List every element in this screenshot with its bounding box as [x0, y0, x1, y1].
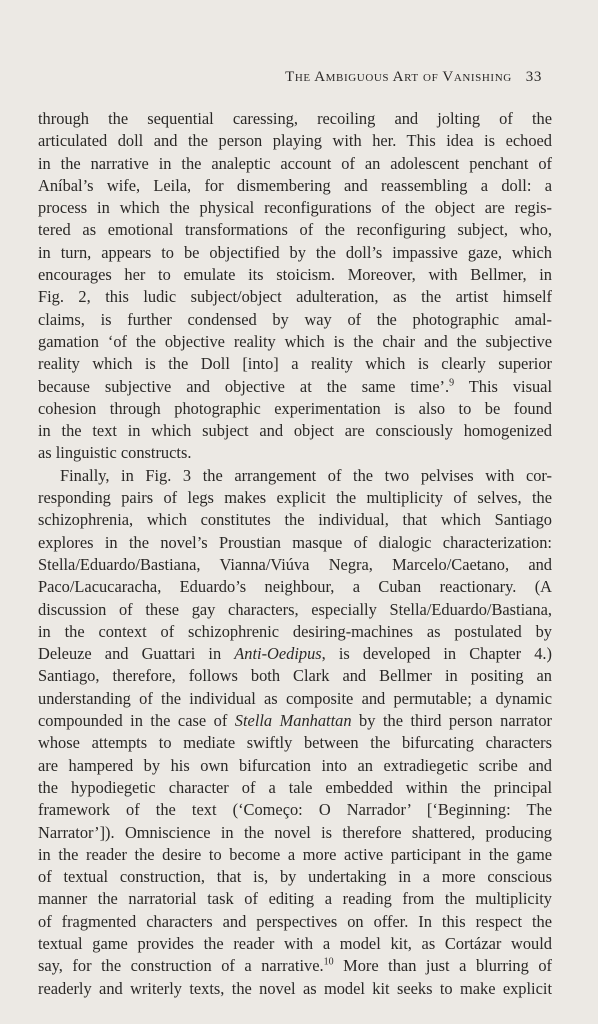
text-line: [38, 933, 552, 955]
body-text: [38, 108, 552, 1000]
line-text: explores in the novel’s Proustian masque of dialogic characterization:: [38, 532, 552, 552]
line-text: discussion of these gay characters, especially Stella/Eduardo/Bastiana,: [38, 599, 552, 619]
line-text: encourages her to emulate its stoicism. Moreover, with Bellmer, in: [38, 265, 552, 285]
line-text: framework of the text (‘Começo: O Narrador’ [‘Beginning: The: [38, 800, 552, 820]
line-text: of textual construction, that is, by undertaking in a more conscious: [38, 867, 552, 887]
line-text: in the reader the desire to become a more active participant in the game: [38, 844, 552, 864]
footnote-marker[interactable]: 10: [323, 956, 334, 968]
line-text: This visual: [454, 376, 552, 396]
text-line: [38, 264, 552, 286]
text-line: [38, 219, 552, 241]
line-text: in the context of schizophrenic desiring-machines as postulated by: [38, 621, 552, 641]
text-line: [38, 621, 552, 643]
text-line: [38, 888, 552, 910]
line-text: gamation ‘of the objective reality which is the chair and the subjective: [38, 331, 552, 351]
text-line: [38, 353, 552, 375]
text-line: [38, 509, 552, 531]
text-line: [38, 175, 552, 197]
line-text: schizophrenia, which constitutes the individual, that which Santiago: [38, 510, 552, 530]
line-text: cohesion through photographic experimentation is also to be found: [38, 398, 552, 418]
text-line: [38, 398, 552, 420]
line-text: because subjective and objective at the same time’.: [38, 376, 450, 396]
running-head: [285, 69, 542, 86]
text-line: [38, 866, 552, 888]
line-text: Aníbal’s wife, Leila, for dismembering and reassembling a doll: a: [38, 175, 552, 195]
text-line: [38, 197, 552, 219]
text-line: [38, 554, 552, 576]
line-text: Fig. 2, this ludic subject/object adulteration, as the artist himself: [38, 287, 552, 307]
text-line: [38, 442, 552, 464]
text-line: [38, 643, 552, 665]
text-line: [38, 376, 552, 398]
text-line: [38, 755, 552, 777]
text-line: [38, 465, 552, 487]
line-text: are hampered by his own bifurcation into an extradiegetic scribe and: [38, 755, 552, 775]
line-text: reality which is the Doll [into] a reality which is clearly superior: [38, 354, 552, 374]
line-text: by the third person narrator: [351, 711, 552, 731]
line-text: Paco/Lacucaracha, Eduardo’s neighbour, a Cuban reactionary. (A: [38, 577, 552, 597]
line-text: tered as emotional transformations of the reconfiguring subject, who,: [38, 220, 552, 240]
text-line: [38, 688, 552, 710]
line-text: responding pairs of legs makes explicit the multiplicity of selves, the: [38, 488, 552, 508]
text-line: [38, 799, 552, 821]
text-line: [38, 153, 552, 175]
text-line: [38, 576, 552, 598]
text-line: [38, 844, 552, 866]
line-text: of fragmented characters and perspectives on offer. In this respect the: [38, 911, 552, 931]
line-text: in the narrative in the analeptic account of an adolescent penchant of: [38, 153, 552, 173]
text-line: [38, 331, 552, 353]
footnote-marker[interactable]: 9: [449, 377, 455, 389]
text-line: [38, 420, 552, 442]
line-text: as linguistic constructs.: [38, 443, 192, 463]
line-text: Narrator’]). Omniscience in the novel is therefore shattered, producing: [38, 822, 552, 842]
line-text: Finally, in Fig. 3 the arrangement of the two pelvises with cor-: [60, 465, 552, 485]
line-text: More than just a blurring of: [333, 956, 552, 976]
text-line: [38, 777, 552, 799]
line-text: readerly and writerly texts, the novel as model kit seeks to make explicit: [38, 978, 552, 998]
line-text: Stella/Eduardo/Bastiana, Vianna/Viúva Negra, Marcelo/Caetano, and: [38, 554, 552, 574]
text-line: [38, 286, 552, 308]
line-text: compounded in the case of: [38, 711, 235, 731]
page-number: 33: [525, 69, 542, 85]
line-text: in the text in which subject and object are consciously homogenized: [38, 421, 552, 441]
text-line: [38, 532, 552, 554]
running-head-title: The Ambiguous Art of Vanishing: [285, 69, 512, 85]
line-text: Santiago, therefore, follows both Clark and Bellmer in positing an: [38, 666, 552, 686]
italic-title: Stella Manhattan: [234, 711, 352, 731]
text-line: [38, 710, 552, 732]
line-text: Deleuze and Guattari in: [38, 644, 235, 664]
line-text: understanding of the individual as composite and permutable; a dynamic: [38, 688, 552, 708]
line-text: the hypodiegetic character of a tale embedded within the principal: [38, 777, 552, 797]
text-line: [38, 487, 552, 509]
italic-title: Anti-Oedipus: [234, 644, 322, 664]
text-line: [38, 955, 552, 977]
text-line: [38, 665, 552, 687]
line-text: manner the narratorial task of editing a reading from the multiplicity: [38, 889, 552, 909]
line-text: through the sequential caressing, recoiling and jolting of the: [38, 109, 552, 128]
line-text: say, for the construction of a narrative.: [38, 956, 324, 976]
text-line: [38, 242, 552, 264]
text-line: [38, 978, 552, 1000]
line-text: in turn, appears to be objectified by the doll’s impassive gaze, which: [38, 242, 552, 262]
line-text: whose attempts to mediate swiftly between the bifurcating characters: [38, 733, 552, 753]
line-text: , is developed in Chapter 4.): [321, 644, 552, 664]
line-text: articulated doll and the person playing with her. This idea is echoed: [38, 131, 552, 151]
text-line: [38, 732, 552, 754]
text-line: [38, 599, 552, 621]
text-line: [38, 130, 552, 152]
text-line: [38, 911, 552, 933]
text-line: [38, 108, 552, 130]
text-line: [38, 822, 552, 844]
text-line: [38, 309, 552, 331]
line-text: claims, is further condensed by way of the photographic amal-: [38, 309, 552, 329]
line-text: textual game provides the reader with a model kit, as Cortázar would: [38, 933, 552, 953]
line-text: process in which the physical reconfigurations of the object are regis-: [38, 198, 552, 218]
